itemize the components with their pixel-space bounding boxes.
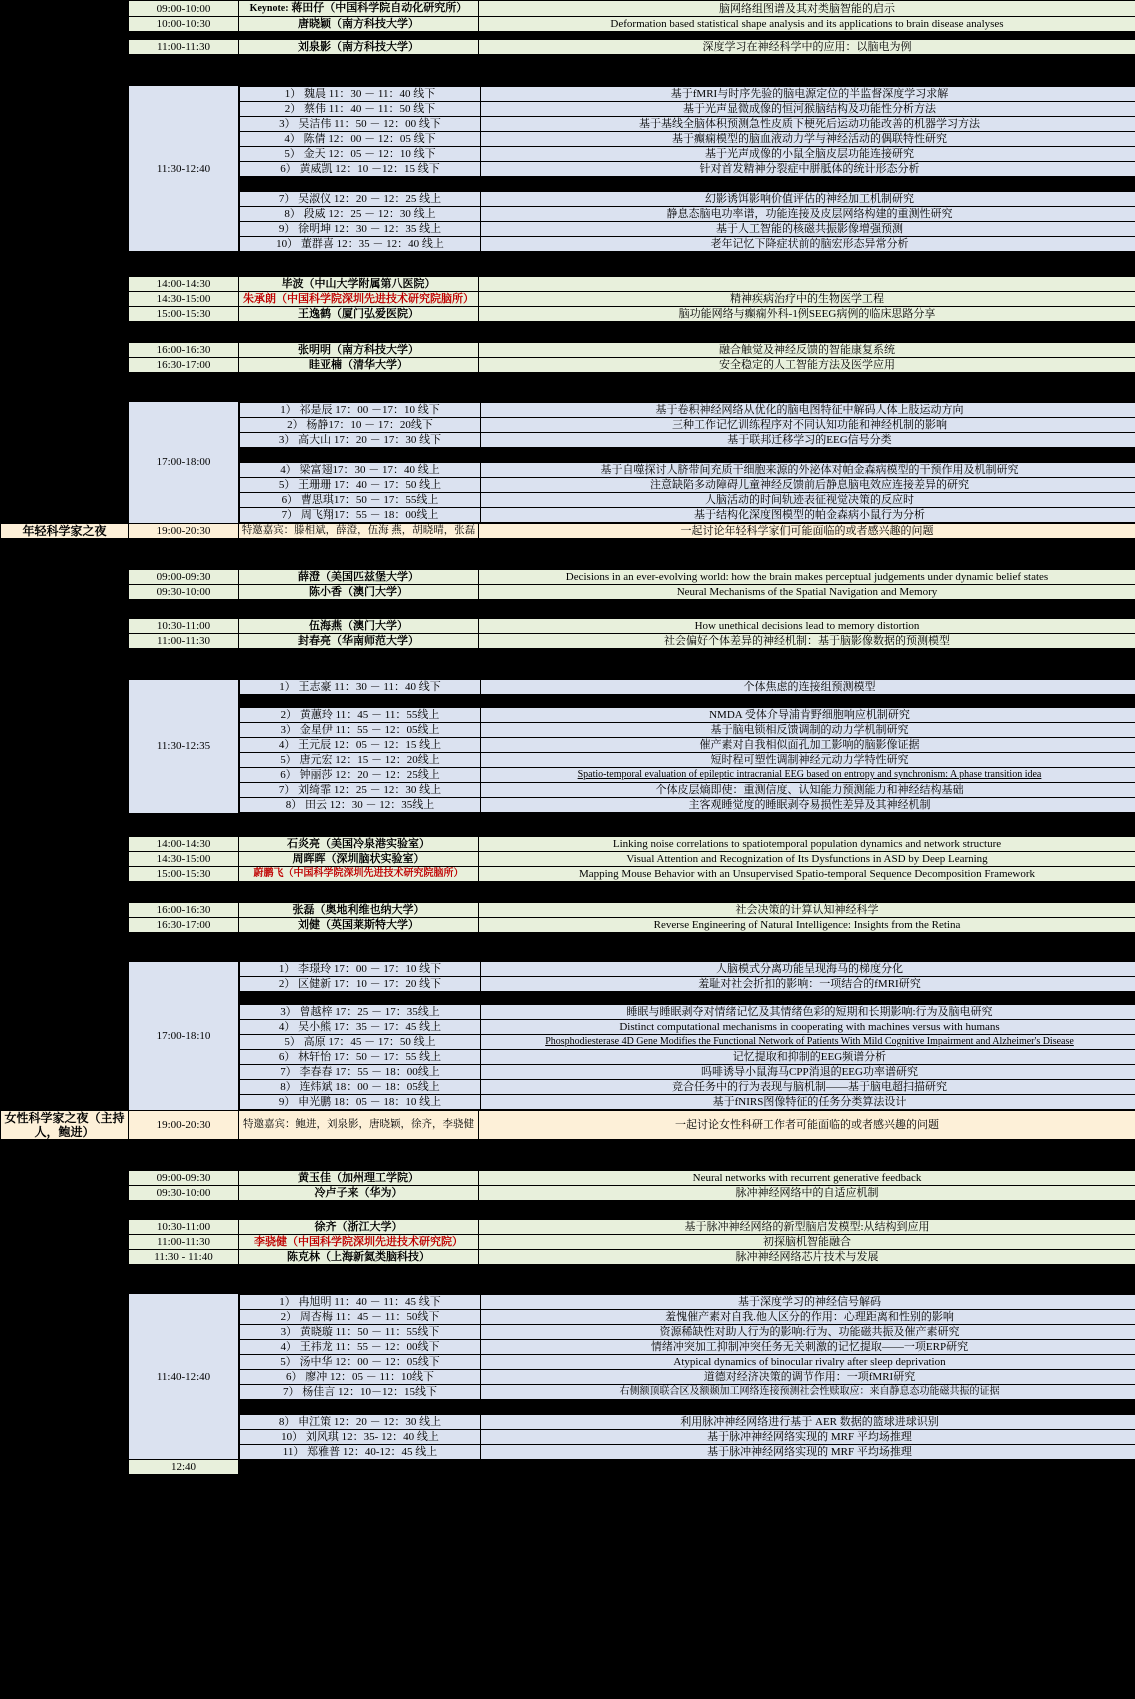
time-cell: 15:00-15:30	[129, 307, 239, 322]
talk-who: 6） 曹思琪17：50 － 17：55线上	[240, 492, 481, 507]
talk-who: 10） 董群喜 12：35 － 12：40 线上	[240, 236, 481, 251]
talk-title: 基于脉冲神经网络实现的 MRF 平均场推理	[481, 1444, 1135, 1459]
talk-who: 1） 王志豪 11：30 － 11：40 线下	[240, 680, 481, 695]
talk-title: Spatio-temporal evaluation of epileptic intracranial EEG based on entropy and synchronism: A phase transition idea	[481, 768, 1135, 783]
table-row	[1, 292, 1135, 307]
talk-who: 5） 高原 17：45 － 17：50 线上	[240, 1035, 481, 1050]
list-item	[240, 977, 1135, 992]
list-item	[240, 161, 1135, 176]
table-row	[1, 851, 1135, 866]
list-item	[240, 1444, 1135, 1459]
list-item	[240, 116, 1135, 131]
list-item	[240, 1020, 1135, 1035]
talk-title: 针对首发精神分裂症中胼胝体的统计形态分析	[481, 161, 1135, 176]
list-item	[240, 1384, 1135, 1399]
session-label-empty	[1, 618, 129, 633]
list-item	[240, 492, 1135, 507]
table-row	[1, 17, 1135, 32]
talk-who: 4） 王元辰 12：05 － 12：15 线上	[240, 738, 481, 753]
session-label-empty	[1, 836, 129, 851]
table-row	[1, 1235, 1135, 1250]
list-item	[240, 462, 1135, 477]
speaker-cell: 刘健（英国莱斯特大学）	[239, 917, 479, 932]
table-row	[1, 523, 1135, 538]
talk-title: 基于卷积神经网络从优化的脑电图特征中解码人体上肢运动方向	[481, 402, 1135, 417]
talk-title: 短时程可塑性调制神经元动力学特性研究	[481, 753, 1135, 768]
talk-who: 2） 蔡伟 11：40 － 11：50 线下	[240, 101, 481, 116]
title-cell: Neural Mechanisms of the Spatial Navigation and Memory	[479, 584, 1135, 599]
talk-who: 8） 田云 12：30 － 12：35线上	[240, 798, 481, 813]
speaker-cell: 薛澄（美国匹兹堡大学）	[239, 569, 479, 584]
list-item	[240, 1309, 1135, 1324]
spacer	[1, 648, 1135, 679]
guests-cell: 特邀嘉宾：鲍进，刘泉影，唐晓颖，徐齐，李骁健	[239, 1111, 479, 1140]
list-item	[240, 798, 1135, 813]
title-cell: 社会偏好个体差异的神经机制：基于脑影像数据的预测模型	[479, 633, 1135, 648]
title-cell: 精神疾病治疗中的生物医学工程	[479, 292, 1135, 307]
title-cell: 脑功能网络与癫痫外科-1例SEEG病例的临床思路分享	[479, 307, 1135, 322]
time-cell: 09:00-09:30	[129, 569, 239, 584]
title-cell: 脑网络组图谱及其对类脑智能的启示	[479, 1, 1135, 17]
talk-who: 5） 唐元宏 12：15 － 12：20线上	[240, 753, 481, 768]
table-row	[1, 40, 1135, 55]
talk-group	[239, 679, 1135, 813]
talk-who: 3） 曾越梓 17：25 － 17：35线上	[240, 1005, 481, 1020]
spacer	[240, 695, 1135, 708]
talk-who: 9） 申光鹏 18：05 － 18：10 线上	[240, 1095, 481, 1110]
talk-title: Phosphodiesterase 4D Gene Modifies the Functional Network of Patients With Mild Cognitive Impairment and Alzheimer's Disease	[481, 1035, 1135, 1050]
list-item	[240, 1339, 1135, 1354]
talk-who: 7） 杨佳言 12：10－12：15线下	[240, 1384, 481, 1399]
talk-who: 1） 冉旭明 11：40 － 11：45 线下	[240, 1294, 481, 1309]
talk-group	[239, 402, 1135, 524]
spacer	[240, 1399, 1135, 1414]
talk-who: 7） 李春春 17：55 － 18：00线上	[240, 1065, 481, 1080]
list-item	[240, 1294, 1135, 1309]
list-item	[240, 477, 1135, 492]
talk-title: 吗啡诱导小鼠海马CPP消退的EEG功率谱研究	[481, 1065, 1135, 1080]
list-item	[240, 1065, 1135, 1080]
talk-title: 基于脉冲神经网络实现的 MRF 平均场推理	[481, 1429, 1135, 1444]
spacer	[1, 55, 1135, 86]
talk-title: 基于光声成像的小鼠全脑皮层功能连接研究	[481, 146, 1135, 161]
day-divider	[1, 1140, 1135, 1171]
title-cell: 融合触觉及神经反馈的智能康复系统	[479, 343, 1135, 358]
talk-who: 3） 高大山 17：20 － 17：30 线下	[240, 432, 481, 447]
talk-who: 5） 王珊珊 17：40 － 17：50 线上	[240, 477, 481, 492]
time-cell: 09:30-10:00	[129, 1186, 239, 1201]
session-label-empty	[1, 40, 129, 55]
session-label-empty	[1, 307, 129, 322]
talk-title: NMDA 受体介导浦肯野细胞响应机制研究	[481, 708, 1135, 723]
session-label-empty	[1, 358, 129, 373]
spacer	[1, 599, 1135, 618]
speaker-cell: 封春亮（华南师范大学）	[239, 633, 479, 648]
time-cell: 11:40-12:40	[129, 1294, 239, 1460]
guests-cell: 特邀嘉宾：滕相斌，薛澄，伍海 燕，胡晓晴，张磊	[239, 523, 479, 538]
time-cell: 10:00-10:30	[129, 17, 239, 32]
speaker-cell: 黄玉佳（加州理工学院）	[239, 1171, 479, 1186]
session-label-empty	[1, 917, 129, 932]
session-label-empty	[1, 277, 129, 292]
talk-group	[239, 1294, 1135, 1460]
time-cell: 16:30-17:00	[129, 358, 239, 373]
time-cell: 12:40	[129, 1460, 239, 1475]
list-item	[240, 783, 1135, 798]
table-row	[1, 569, 1135, 584]
talk-title: 记忆提取和抑制的EEG频谱分析	[481, 1050, 1135, 1065]
session-label-empty	[1, 902, 129, 917]
session-label-empty	[1, 851, 129, 866]
list-item	[240, 1414, 1135, 1429]
speaker-cell: 陈克林（上海新氦类脑科技）	[239, 1250, 479, 1265]
list-item	[240, 417, 1135, 432]
speaker-cell: 伍海燕（澳门大学）	[239, 618, 479, 633]
talk-who: 3） 金星伊 11：55 － 12：05线上	[240, 723, 481, 738]
session-label-empty	[1, 1186, 129, 1201]
speaker-cell: 朱承朗（中国科学院深圳先进技术研究院脑所）	[239, 292, 479, 307]
time-cell: 14:00-14:30	[129, 836, 239, 851]
talk-who: 6） 廖冲 12：05 － 11：10线下	[240, 1369, 481, 1384]
list-item	[240, 768, 1135, 783]
talk-who: 8） 申江策 12：20 － 12：30 线上	[240, 1414, 481, 1429]
title-cell: 一起讨论年轻科学家们可能面临的或者感兴趣的问题	[479, 523, 1135, 538]
table-row	[1, 679, 1135, 813]
list-item	[240, 101, 1135, 116]
talk-who: 8） 连炜斌 18：00 － 18：05线上	[240, 1080, 481, 1095]
spacer	[1, 32, 1135, 40]
talk-title: 个体焦虑的连接组预测模型	[481, 680, 1135, 695]
table-row	[1, 1250, 1135, 1265]
talk-title: 基于癫痫模型的脑血液动力学与神经活动的偶联特性研究	[481, 131, 1135, 146]
empty-cell	[479, 1460, 1135, 1475]
list-item	[240, 1369, 1135, 1384]
talk-title: 基于fMRI与时序先验的脑电源定位的半监督深度学习求解	[481, 86, 1135, 101]
talk-group	[239, 961, 1135, 1111]
session-label-empty	[1, 1460, 129, 1475]
talk-who: 6） 钟丽莎 12：20 － 12：25线上	[240, 768, 481, 783]
list-item	[240, 1005, 1135, 1020]
speaker-cell: 李骁健（中国科学院深圳先进技术研究院）	[239, 1235, 479, 1250]
table-row	[1, 584, 1135, 599]
talk-who: 3） 吴洁伟 11：50 － 12：00 线下	[240, 116, 481, 131]
talk-who: 1） 祁是辰 17：00 －17：10 线下	[240, 402, 481, 417]
table-row	[1, 1111, 1135, 1140]
table-row	[1, 1171, 1135, 1186]
talk-title: 情绪冲突加工抑制冲突任务无关刺激的记忆提取——一项ERP研究	[481, 1339, 1135, 1354]
list-item	[240, 402, 1135, 417]
time-cell: 17:00-18:10	[129, 961, 239, 1111]
talk-who: 4） 吴小熊 17：35 － 17：45 线上	[240, 1020, 481, 1035]
title-cell	[479, 277, 1135, 292]
talk-who: 4） 王祎龙 11：55 － 12：00线下	[240, 1339, 481, 1354]
spacer	[240, 992, 1135, 1005]
talk-who: 7） 周飞翔17：55 － 18：00线上	[240, 507, 481, 522]
talk-who: 1） 魏晨 11：30 － 11：40 线下	[240, 86, 481, 101]
time-cell: 17:00-18:00	[129, 402, 239, 524]
spacer	[1, 813, 1135, 836]
talk-title: 基于深度学习的神经信号解码	[481, 1294, 1135, 1309]
talk-title: 三种工作记忆训练程序对不同认知功能和神经机制的影响	[481, 417, 1135, 432]
table-row	[1, 1220, 1135, 1235]
session-label-empty	[1, 343, 129, 358]
list-item	[240, 236, 1135, 251]
time-cell: 15:00-15:30	[129, 866, 239, 881]
table-row	[1, 866, 1135, 881]
title-cell: 基于脉冲神经网络的新型脑启发模型:从结构到应用	[479, 1220, 1135, 1235]
speaker-cell: 陈小香（澳门大学）	[239, 584, 479, 599]
time-cell: 16:30-17:00	[129, 917, 239, 932]
title-cell: Neural networks with recurrent generative feedback	[479, 1171, 1135, 1186]
speaker-cell: 冷卢子来（华为）	[239, 1186, 479, 1201]
day-divider	[1, 538, 1135, 569]
talk-who: 3） 黄晓璇 11：50 － 11：55线下	[240, 1324, 481, 1339]
table-row	[1, 902, 1135, 917]
talk-title: 注意缺陷多动障碍儿童神经反馈前后静息脑电效应连接差异的研究	[481, 477, 1135, 492]
speaker-cell: Keynote: 蒋田仔（中国科学院自动化研究所）	[239, 1, 479, 17]
talk-title: 基于结构化深度图模型的帕金森病小鼠行为分析	[481, 507, 1135, 522]
speaker-cell: 石炎亮（美国冷泉港实验室）	[239, 836, 479, 851]
list-item	[240, 1429, 1135, 1444]
talk-title: 竞合任务中的行为表现与脑机制——基于脑电超扫描研究	[481, 1080, 1135, 1095]
list-item	[240, 206, 1135, 221]
talk-title: 老年记忆下降症状前的脑宏形态异常分析	[481, 236, 1135, 251]
talk-who: 8） 段威 12：25 － 12：30 线上	[240, 206, 481, 221]
list-item	[240, 432, 1135, 447]
talk-title: 静息态脑电功率谱，功能连接及皮层网络构建的重测性研究	[481, 206, 1135, 221]
talk-title: 基于自噬探讨人脐带间充质干细胞来源的外泌体对帕金森病模型的干预作用及机制研究	[481, 462, 1135, 477]
speaker-cell: 蔚鹏飞（中国科学院深圳先进技术研究院脑所）	[239, 866, 479, 881]
spacer	[1, 252, 1135, 277]
table-row	[1, 836, 1135, 851]
table-row	[1, 402, 1135, 524]
session-label-empty	[1, 1250, 129, 1265]
title-cell: 深度学习在神经科学中的应用：以脑电为例	[479, 40, 1135, 55]
time-cell: 16:00-16:30	[129, 343, 239, 358]
talk-who: 7） 刘绮霏 12：25 － 12：30 线上	[240, 783, 481, 798]
speaker-cell: 唐晓颖（南方科技大学）	[239, 17, 479, 32]
time-cell: 11:30 - 11:40	[129, 1250, 239, 1265]
session-label-empty	[1, 17, 129, 32]
table-row	[1, 633, 1135, 648]
title-cell: 安全稳定的人工智能方法及医学应用	[479, 358, 1135, 373]
time-cell: 16:00-16:30	[129, 902, 239, 917]
session-label-empty	[1, 866, 129, 881]
talk-who: 9） 徐明坤 12：30 － 12：35 线上	[240, 221, 481, 236]
empty-cell	[239, 1460, 479, 1475]
talk-title: 人脑模式分离功能呈现海马的梯度分化	[481, 962, 1135, 977]
talk-title: 羞耻对社会折扣的影响：一项结合的fMRI研究	[481, 977, 1135, 992]
talk-who: 2） 周杏梅 11：45 － 11：50线下	[240, 1309, 481, 1324]
talk-who: 7） 吴淑仪 12：20 － 12：25 线上	[240, 191, 481, 206]
session-label-empty	[1, 1235, 129, 1250]
talk-title: Atypical dynamics of binocular rivalry after sleep deprivation	[481, 1354, 1135, 1369]
list-item	[240, 221, 1135, 236]
talk-title: 基于基线全脑体积预测急性皮质下梗死后运动功能改善的机器学习方法	[481, 116, 1135, 131]
table-row	[1, 358, 1135, 373]
spacer	[240, 176, 1135, 191]
talk-title: 主客观睡觉度的睡眠剥夺易损性差异及其神经机制	[481, 798, 1135, 813]
talk-who: 6） 林轩怡 17：50 － 17：55 线上	[240, 1050, 481, 1065]
list-item	[240, 1080, 1135, 1095]
session-label: 女性科学家之夜（主持人，鲍进）	[1, 1111, 129, 1140]
list-item	[240, 753, 1135, 768]
list-item	[240, 131, 1135, 146]
speaker-cell: 徐齐（浙江大学）	[239, 1220, 479, 1235]
title-cell: Decisions in an ever-evolving world: how the brain makes perceptual judgements under dynamic belief states	[479, 569, 1135, 584]
talk-title: 幻影诱饵影响价值评估的神经加工机制研究	[481, 191, 1135, 206]
keynote-tag: Keynote:	[249, 3, 289, 14]
talk-who: 4） 陈倩 12：00 － 12：05 线下	[240, 131, 481, 146]
time-cell: 09:00-09:30	[129, 1171, 239, 1186]
table-row	[1, 343, 1135, 358]
talk-title: 基于脑电锁相反馈调制的动力学机制研究	[481, 723, 1135, 738]
speaker-cell: 毕波（中山大学附属第八医院）	[239, 277, 479, 292]
table-row	[1, 618, 1135, 633]
session-label-empty	[1, 86, 129, 252]
talk-title: 资源稀缺性对助人行为的影响:行为、功能磁共振及催产素研究	[481, 1324, 1135, 1339]
talk-who: 5） 汤中华 12：00 － 12：05线下	[240, 1354, 481, 1369]
speaker-cell: 张明明（南方科技大学）	[239, 343, 479, 358]
talk-title: Distinct computational mechanisms in cooperating with machines versus with humans	[481, 1020, 1135, 1035]
talk-title: 基于fNIRS图像特征的任务分类算法设计	[481, 1095, 1135, 1110]
talk-who: 1） 李璟玲 17：00 － 17：10 线下	[240, 962, 481, 977]
list-item	[240, 708, 1135, 723]
time-cell: 19:00-20:30	[129, 1111, 239, 1140]
title-cell: Reverse Engineering of Natural Intelligence: Insights from the Retina	[479, 917, 1135, 932]
talk-who: 2） 黄蕙玲 11：45 － 11：55线上	[240, 708, 481, 723]
spacer	[1, 1265, 1135, 1294]
talk-who: 11） 郑雅普 12：40-12：45 线上	[240, 1444, 481, 1459]
talk-who: 6） 黄威凯 12：10 －12：15 线下	[240, 161, 481, 176]
title-cell: Visual Attention and Recognization of Its Dysfunctions in ASD by Deep Learning	[479, 851, 1135, 866]
list-item	[240, 962, 1135, 977]
time-cell: 10:30-11:00	[129, 618, 239, 633]
list-item	[240, 1050, 1135, 1065]
spacer	[1, 373, 1135, 402]
title-cell: Deformation based statistical shape analysis and its applications to brain disease analyses	[479, 17, 1135, 32]
talk-title: 基于光声显微成像的恒河猴脑结构及功能性分析方法	[481, 101, 1135, 116]
list-item	[240, 1095, 1135, 1110]
table-row	[1, 1186, 1135, 1201]
time-cell: 10:30-11:00	[129, 1220, 239, 1235]
talk-title: 道德对经济决策的调节作用：一项fMRI研究	[481, 1369, 1135, 1384]
list-item	[240, 507, 1135, 522]
time-cell: 19:00-20:30	[129, 523, 239, 538]
session-label: 年轻科学家之夜	[1, 523, 129, 538]
talk-title: 睡眠与睡眠剥夺对情绪记忆及其情绪色彩的短期和长期影响:行为及脑电研究	[481, 1005, 1135, 1020]
session-label-empty	[1, 292, 129, 307]
time-cell: 14:30-15:00	[129, 851, 239, 866]
session-label-empty	[1, 1220, 129, 1235]
time-cell: 11:00-11:30	[129, 633, 239, 648]
title-cell: Linking noise correlations to spatiotemporal population dynamics and network structure	[479, 836, 1135, 851]
table-row	[1, 86, 1135, 252]
title-cell: 社会决策的计算认知神经科学	[479, 902, 1135, 917]
list-item	[240, 86, 1135, 101]
talk-group	[239, 86, 1135, 252]
speaker-cell: 刘泉影（南方科技大学）	[239, 40, 479, 55]
time-cell: 14:30-15:00	[129, 292, 239, 307]
talk-title: 羞愧催产素对自我.他人区分的作用：心理距离和性别的影响	[481, 1309, 1135, 1324]
list-item	[240, 1324, 1135, 1339]
talk-title: 利用脉冲神经网络进行基于 AER 数据的篮球进球识别	[481, 1414, 1135, 1429]
talk-who: 2） 杨静17：10 － 17：20线下	[240, 417, 481, 432]
title-cell: 一起讨论女性科研工作者可能面临的或者感兴趣的问题	[479, 1111, 1135, 1140]
list-item	[240, 738, 1135, 753]
speaker-cell: 王逸鹤（厦门弘爱医院）	[239, 307, 479, 322]
list-item	[240, 680, 1135, 695]
talk-title: 基于联邦迁移学习的EEG信号分类	[481, 432, 1135, 447]
talk-title: 右侧额顶联合区及额颞加工网络连接预测社会性赎取应：来自静息态功能磁共振的证据	[481, 1384, 1135, 1399]
session-label-empty	[1, 1294, 129, 1460]
session-label-empty	[1, 1, 129, 17]
title-cell: Mapping Mouse Behavior with an Unsupervised Spatio-temporal Sequence Decomposition Framework	[479, 866, 1135, 881]
table-row	[1, 1, 1135, 17]
session-label-empty	[1, 584, 129, 599]
session-label-empty	[1, 402, 129, 524]
list-item	[240, 1035, 1135, 1050]
time-cell: 14:00-14:30	[129, 277, 239, 292]
session-label-empty	[1, 633, 129, 648]
time-cell: 09:00-10:00	[129, 1, 239, 17]
time-cell: 11:30-12:35	[129, 679, 239, 813]
time-cell: 09:30-10:00	[129, 584, 239, 599]
title-cell: 脉冲神经网络芯片技术与发展	[479, 1250, 1135, 1265]
speaker-cell: 张磊（奥地利维也纳大学）	[239, 902, 479, 917]
table-row	[1, 1460, 1135, 1475]
spacer	[1, 881, 1135, 902]
list-item	[240, 1354, 1135, 1369]
list-item	[240, 723, 1135, 738]
speaker-cell: 眭亚楠（清华大学）	[239, 358, 479, 373]
talk-title: 基于人工智能的核磁共振影像增强预测	[481, 221, 1135, 236]
time-cell: 11:30-12:40	[129, 86, 239, 252]
title-cell: How unethical decisions lead to memory distortion	[479, 618, 1135, 633]
table-row	[1, 277, 1135, 292]
session-label-empty	[1, 679, 129, 813]
talk-who: 5） 金天 12：05 － 12：10 线下	[240, 146, 481, 161]
session-label-empty	[1, 961, 129, 1111]
table-row	[1, 1294, 1135, 1460]
spacer	[1, 932, 1135, 961]
session-label-empty	[1, 1171, 129, 1186]
title-cell: 脉冲神经网络中的自适应机制	[479, 1186, 1135, 1201]
talk-title: 个体皮层熵即使：重测信度、认知能力预测能力和神经结构基础	[481, 783, 1135, 798]
talk-title: 人脑活动的时间轨迹表征视觉决策的反应时	[481, 492, 1135, 507]
time-cell: 11:00-11:30	[129, 40, 239, 55]
talk-who: 4） 梁富翅17：30 － 17：40 线上	[240, 462, 481, 477]
session-label-empty	[1, 569, 129, 584]
table-row	[1, 307, 1135, 322]
list-item	[240, 146, 1135, 161]
talk-title: 催产素对自我相似面孔加工影响的脑影像证据	[481, 738, 1135, 753]
list-item	[240, 191, 1135, 206]
table-row	[1, 961, 1135, 1111]
title-cell: 初探脑机智能融合	[479, 1235, 1135, 1250]
table-row	[1, 917, 1135, 932]
talk-who: 2） 区健新 17：10 － 17：20 线下	[240, 977, 481, 992]
speaker-cell: 周晖晖（深圳脑状实验室）	[239, 851, 479, 866]
spacer	[240, 447, 1135, 462]
talk-who: 10） 刘风琪 12：35- 12：40 线上	[240, 1429, 481, 1444]
spacer	[1, 1201, 1135, 1220]
spacer	[1, 322, 1135, 343]
time-cell: 11:00-11:30	[129, 1235, 239, 1250]
